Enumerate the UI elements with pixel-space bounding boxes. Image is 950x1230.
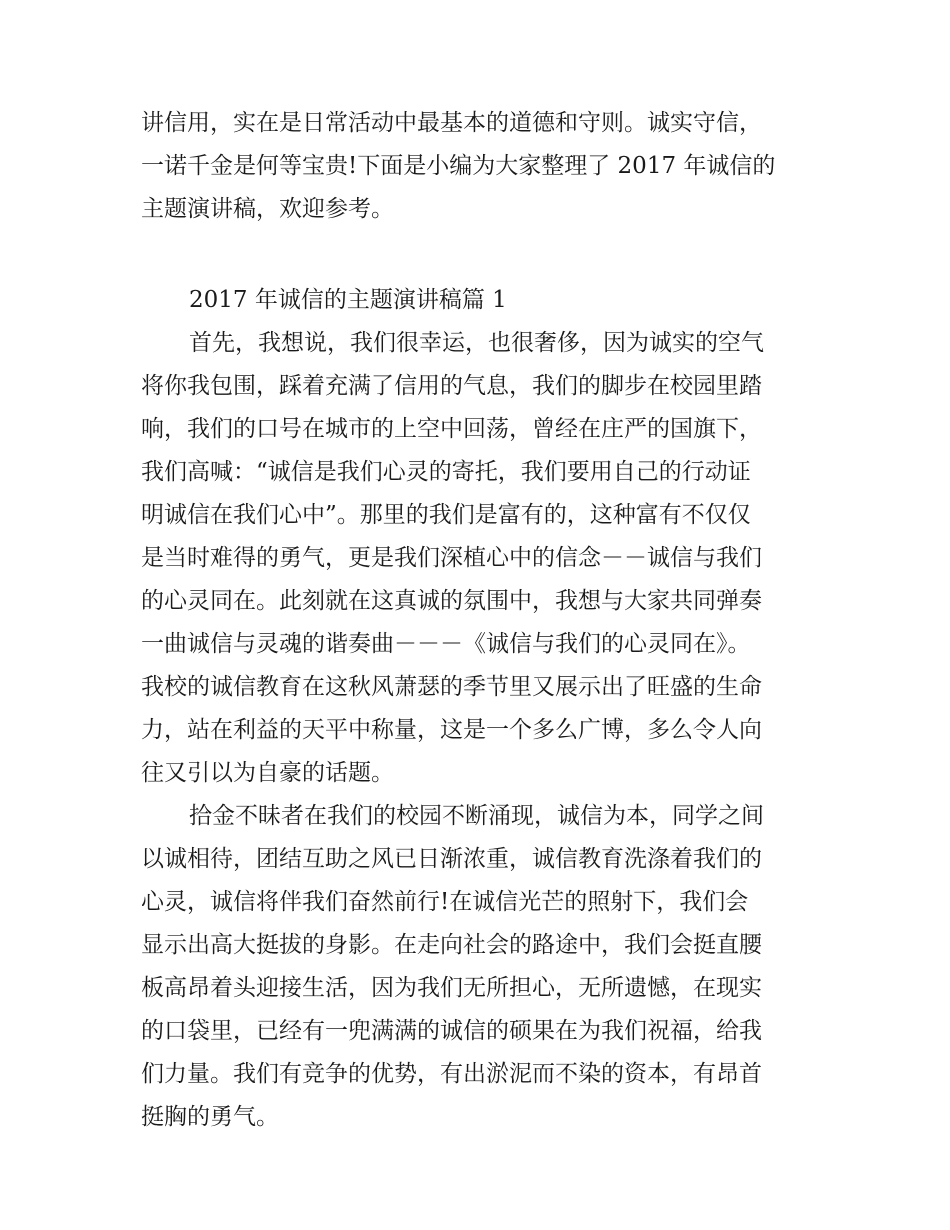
text-line: 挺胸的勇气。 [141, 1104, 279, 1130]
text-line: 往又引以为自豪的话题。 [141, 760, 394, 786]
intro-paragraph [141, 102, 813, 231]
document-body [141, 102, 813, 1139]
section-heading: 2017 年诚信的主题演讲稿篇 1 [189, 287, 507, 313]
text-line: 一诺千金是何等宝贵!下面是小编为大家整理了 2017 年诚信的 [141, 153, 776, 179]
text-line: 我们高喊：“诚信是我们心灵的寄托，我们要用自己的行动证 [141, 459, 751, 485]
text-line: 响，我们的口号在城市的上空中回荡，曾经在庄严的国旗下， [141, 416, 762, 442]
text-line: 是当时难得的勇气，更是我们深植心中的信念－－诚信与我们 [141, 545, 762, 571]
text-line: 将你我包围，踩着充满了信用的气息，我们的脚步在校园里踏 [141, 373, 762, 399]
text-line: 以诚相待，团结互助之风已日渐浓重，诚信教育洗涤着我们的 [141, 846, 762, 872]
text-line: 板高昂着头迎接生活，因为我们无所担心，无所遗憾，在现实 [141, 975, 762, 1001]
text-line: 讲信用，实在是日常活动中最基本的道德和守则。诚实守信， [141, 110, 762, 136]
text-line: 首先，我想说，我们很幸运，也很奢侈，因为诚实的空气 [189, 330, 764, 356]
text-line: 拾金不昧者在我们的校园不断涌现，诚信为本，同学之间 [189, 803, 764, 829]
text-line: 们力量。我们有竞争的优势，有出淤泥而不染的资本，有昂首 [141, 1061, 762, 1087]
text-line: 力，站在利益的天平中称量，这是一个多么广博，多么令人向 [141, 717, 762, 743]
text-line: 我校的诚信教育在这秋风萧瑟的季节里又展示出了旺盛的生命 [141, 674, 762, 700]
paragraph-gap [141, 231, 813, 279]
text-line: 明诚信在我们心中”。那里的我们是富有的，这种富有不仅仅 [141, 502, 751, 528]
body-paragraph-2 [141, 795, 813, 1139]
text-line: 一曲诚信与灵魂的谐奏曲－－－《诚信与我们的心灵同在》。 [141, 631, 751, 657]
text-line: 显示出高大挺拔的身影。在走向社会的路途中，我们会挺直腰 [141, 932, 762, 958]
text-line: 的心灵同在。此刻就在这真诚的氛围中，我想与大家共同弹奏 [141, 588, 762, 614]
text-line: 的口袋里，已经有一兜满满的诚信的硕果在为我们祝福，给我 [141, 1018, 762, 1044]
body-paragraph-1 [141, 322, 813, 795]
text-line: 心灵，诚信将伴我们奋然前行!在诚信光芒的照射下，我们会 [141, 889, 749, 915]
text-line: 主题演讲稿，欢迎参考。 [141, 196, 394, 222]
